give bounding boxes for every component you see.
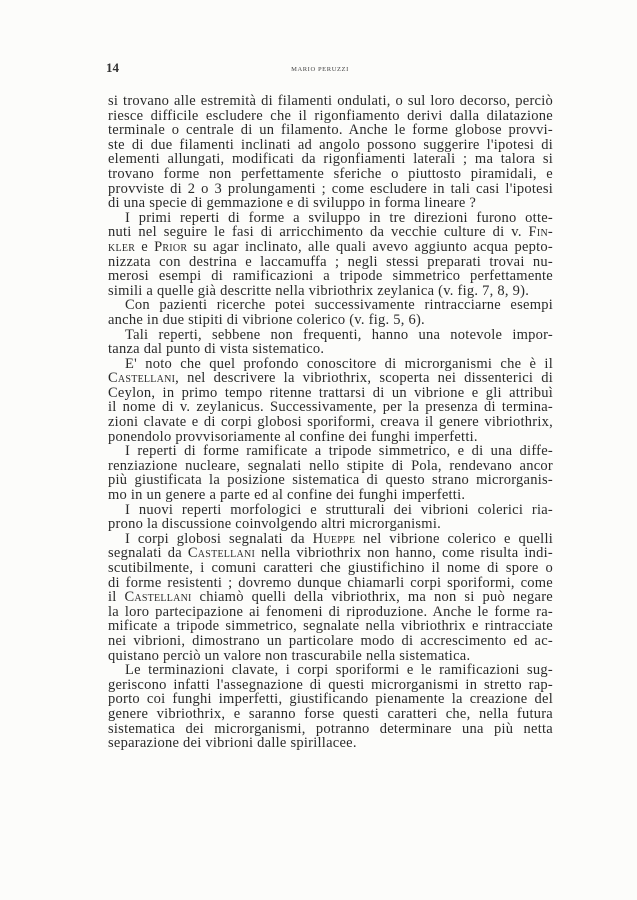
small-caps-name: kler [108, 238, 136, 255]
text-line: ste di due filamenti inclinati ad angolo possono suggerire l'ipotesi di [108, 136, 553, 153]
text-line: I primi reperti di forme a sviluppo in tre direzioni furono otte- [125, 209, 553, 226]
paragraph [108, 357, 553, 445]
text-line: il nome di v. zeylanicus. Successivamente, per la presenza di termina- [108, 399, 553, 416]
paragraph [108, 211, 553, 299]
small-caps-name: Fin- [528, 224, 553, 241]
text-run: segnalati da [108, 545, 188, 562]
text-run: nel vibrione colerico e quelli [355, 530, 553, 547]
text-line: elementi allungati, modificati da rigonfiamenti laterali ; ma talora si [108, 151, 553, 168]
text-line: di una specie di gemmazione e di sviluppo in forma lineare ? [108, 195, 477, 212]
text-line [108, 371, 553, 386]
text-line [108, 532, 553, 547]
text-run: I corpi globosi segnalati da [125, 530, 313, 547]
paragraph [108, 444, 553, 502]
text-line: mificate a tripode simmetrico, segnalate nella vibriothrix e rintracciate [108, 618, 553, 635]
text-line: geriscono infatti l'assegnazione di questi microrganismi in stretto rap- [108, 676, 553, 693]
page-number: 14 [106, 60, 119, 75]
text-run: e [135, 238, 155, 255]
text-line: terminale o centrale di un filamento. Anche le forme globose provvi- [108, 122, 553, 139]
text-run: nella vibriothrix non hanno, come risulta indi- [255, 545, 553, 562]
text-line: zioni clavate e di corpi globosi sporiformi, creava il genere vibriothrix, [108, 414, 553, 431]
text-run: nuti nel seguire le fasi di arricchimento da vecchie culture di v. [108, 224, 529, 241]
paragraph [108, 532, 553, 663]
text-line: I reperti di forme ramificate a tripode simmetrico, e di una diffe- [125, 443, 553, 460]
running-head: MARIO PERUZZI [291, 66, 349, 73]
text-line: simili a quelle già descritte nella vibriothrix zeylanica (v. fig. 7, 8, 9). [108, 282, 530, 299]
paragraph [108, 503, 553, 532]
text-line: E' noto che quel profondo conoscitore di microrganismi che è il [125, 355, 553, 372]
text-line: più giustificata la posizione sistematica di questo strano microrganis- [108, 472, 553, 489]
text-line: provviste di 2 o 3 prolungamenti ; come escludere in tali casi l'ipotesi [108, 180, 553, 197]
text-line: quistano perciò un valore non trascurabile nella sistematica. [108, 647, 471, 664]
text-line: Le terminazioni clavate, i corpi sporiformi e le ramificazioni sug- [125, 662, 553, 679]
text-run: , nel descrivere la vibriothrix, scoperta nei dissenterici di [175, 370, 553, 387]
text-line: sistematica dei microrganismi, potranno determinare una più netta [108, 720, 553, 737]
small-caps-name: Castellani [124, 589, 192, 606]
text-line: scutibilmente, i comuni caratteri che giustifichino il nome di spore o [108, 560, 553, 576]
small-caps-name: Castellani [108, 370, 176, 387]
text-line: si trovano alle estremità di filamenti ondulati, o sul loro decorso, perciò [108, 93, 553, 109]
text-line: merosi esempi di ramificazioni a tripode simmetrico perfettamente [108, 268, 553, 285]
text-line [108, 590, 553, 605]
text-line: Con pazienti ricerche potei successivamente rintracciarne esempi [125, 297, 553, 314]
text-run: su agar inclinato, alle quali avevo aggiunto acqua pepto- [187, 238, 554, 255]
paragraph [108, 328, 553, 357]
text-run: il [108, 589, 125, 606]
text-run: chiamò quelli della vibriothrix, ma non si può negare [191, 589, 553, 606]
text-line: nizzata con destrina e laccamuffa ; negli stessi preparati trovai nu- [108, 253, 553, 270]
text-line: la loro partecipazione ai fenomeni di riproduzione. Anche le forme ra- [108, 603, 553, 620]
text-line: Tali reperti, sebbene non frequenti, hanno una notevole impor- [125, 326, 553, 343]
text-line: trovano forme non perfettamente sferiche o piuttosto piramidali, e [108, 165, 553, 182]
text-line: anche in due stipiti di vibrione colerico (v. fig. 5, 6). [108, 311, 425, 328]
text-line: ponendolo provvisoriamente al confine dei funghi imperfetti. [108, 428, 478, 445]
text-line: Ceylon, in primo tempo ritenne trattarsi di un vibrione e gli attribuì [108, 384, 553, 401]
body-text [108, 94, 553, 751]
small-caps-name: Prior [154, 238, 188, 255]
text-line [108, 240, 553, 255]
text-line: genere vibriothrix, e saranno forse questi caratteri che, nella futura [108, 705, 553, 722]
small-caps-name: Hueppe [312, 530, 356, 547]
text-line [108, 225, 553, 240]
text-line: I nuovi reperti morfologici e strutturali dei vibrioni colerici ria- [125, 501, 553, 518]
text-line: tanza dal punto di vista sistematico. [108, 341, 325, 358]
paragraph [108, 298, 553, 327]
text-line: nei vibrioni, dimostrano un particolare modo di accrescimento ed ac- [108, 632, 553, 649]
text-line: di forme resistenti ; dovremo dunque chiamarli corpi sporiformi, come [108, 574, 553, 591]
text-line: prono la discussione coinvolgendo altri microrganismi. [108, 516, 441, 533]
text-line [108, 546, 553, 561]
text-line: renziazione nucleare, segnalati nello stipite di Pola, rendevano ancor [108, 457, 553, 474]
text-line: porto coi funghi imperfetti, giustificando pienamente la creazione del [108, 691, 553, 708]
text-line: riesce difficile escludere che il rigonfiamento derivi dalla dilatazione [108, 107, 553, 124]
small-caps-name: Castellani [187, 545, 256, 562]
paragraph [108, 94, 553, 211]
text-line: mo in un genere a parte ed al confine dei funghi imperfetti. [108, 487, 466, 504]
text-line: separazione dei vibrioni dalle spirillacee. [108, 735, 357, 752]
paragraph [108, 663, 553, 751]
